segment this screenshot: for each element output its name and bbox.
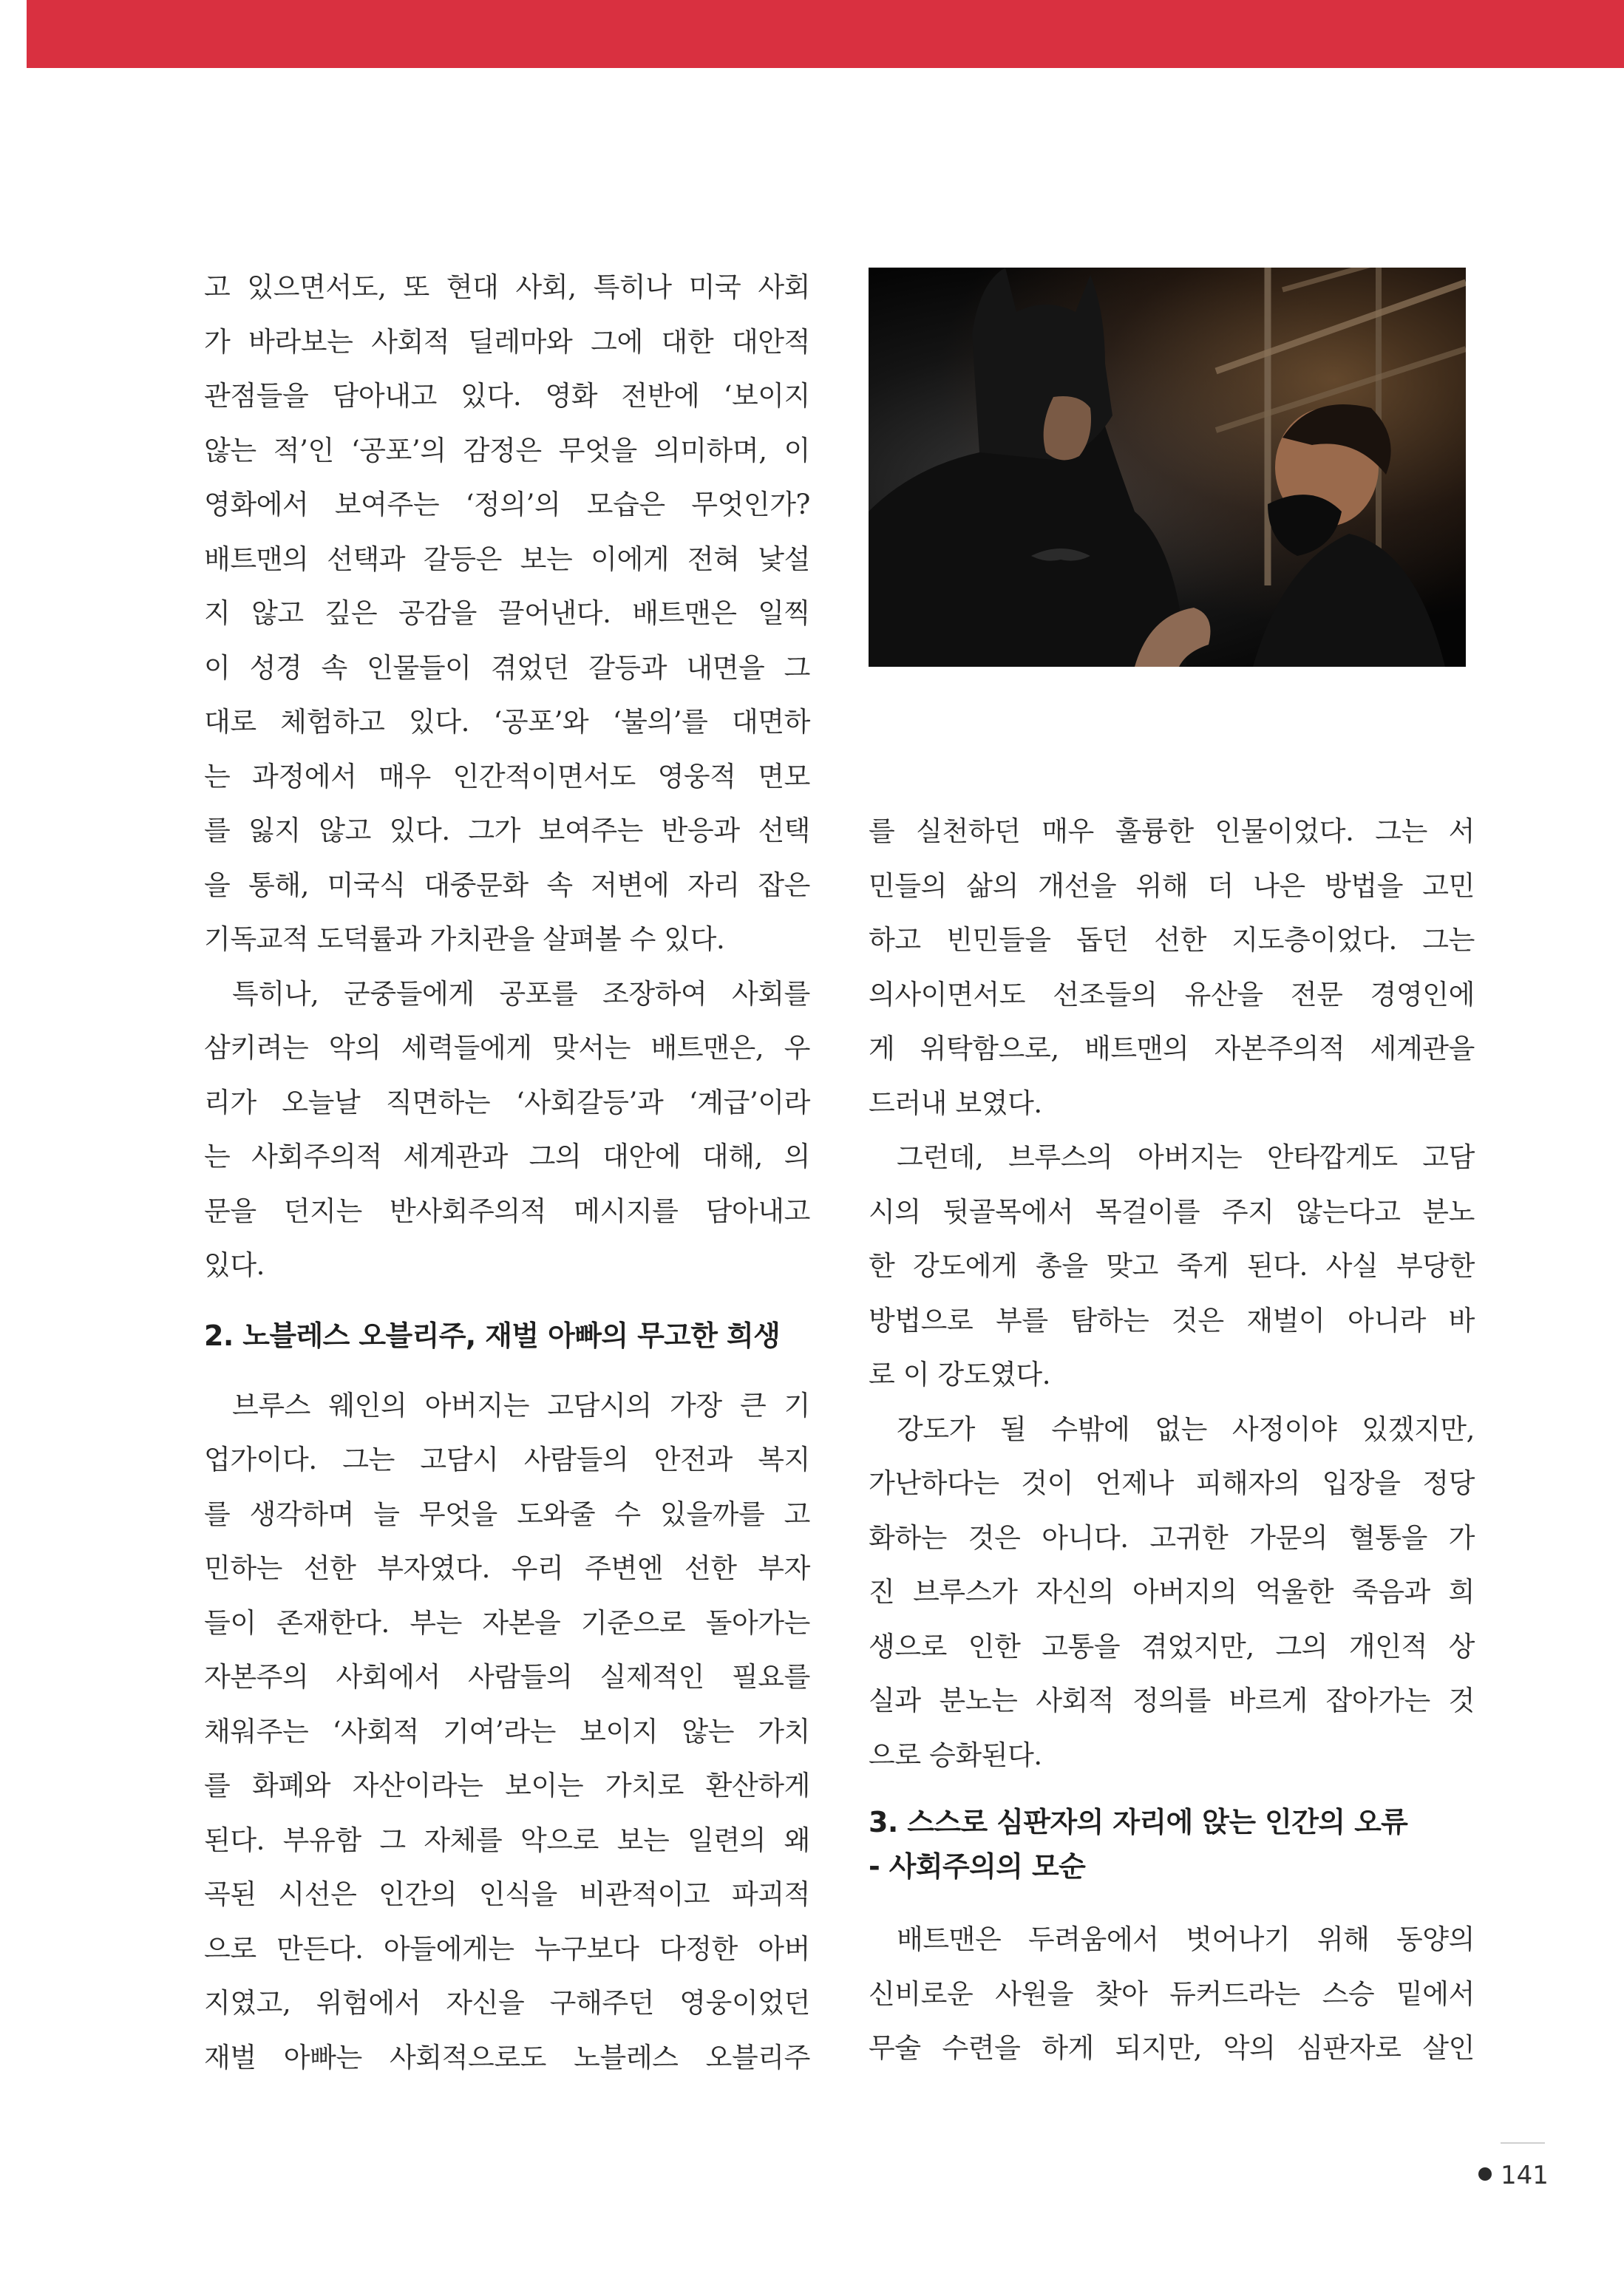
batman-film-still xyxy=(869,268,1466,667)
text-line: 않는 적’인 ‘공포’의 감정은 무엇을 의미하며, 이 xyxy=(204,434,810,466)
section-heading-3-line-1: 3. 스스로 심판자의 자리에 앉는 인간의 오류 xyxy=(869,1806,1408,1838)
text-line: 한 강도에게 총을 맞고 죽게 된다. 사실 부당한 xyxy=(869,1250,1475,1282)
text-line: 삼키려는 악의 세력들에게 맞서는 배트맨은, 우 xyxy=(204,1032,810,1064)
section-heading-3-line-2: - 사회주의의 모순 xyxy=(869,1850,1086,1883)
text-line: 관점들을 담아내고 있다. 영화 전반에 ‘보이지 xyxy=(204,380,810,412)
text-line: 로 이 강도였다. xyxy=(869,1359,1051,1390)
page-number-text: 141 xyxy=(1501,2161,1549,2190)
text-line: 된다. 부유함 그 자체를 악으로 보는 일련의 왜 xyxy=(204,1824,810,1856)
text-line: 강도가 될 수밖에 없는 사정이야 있겠지만, xyxy=(897,1413,1475,1445)
left-column xyxy=(204,260,810,2085)
text-line: 는 과정에서 매우 인간적이면서도 영웅적 면모 xyxy=(204,760,810,792)
text-line: 민들의 삶의 개선을 위해 더 나은 방법을 고민 xyxy=(869,869,1475,902)
bullet-dot-icon xyxy=(1478,2167,1492,2181)
right-column xyxy=(869,804,1475,2076)
text-line: 있다. xyxy=(204,1249,265,1281)
text-line: 브루스 웨인의 아버지는 고담시의 가장 큰 기 xyxy=(232,1389,810,1422)
right-paragraph-1 xyxy=(869,804,1475,1130)
text-line: 자본주의 사회에서 사람들의 실제적인 필요를 xyxy=(204,1661,810,1693)
text-line: 화하는 것은 아니다. 고귀한 가문의 혈통을 가 xyxy=(869,1521,1475,1554)
text-line: 를 잃지 않고 있다. 그가 보여주는 반응과 선택 xyxy=(204,815,810,846)
text-line: 시의 뒷골목에서 목걸이를 주지 않는다고 분노 xyxy=(869,1195,1475,1228)
text-line: 곡된 시선은 인간의 인식을 비관적이고 파괴적 xyxy=(204,1878,810,1910)
text-line: 무술 수련을 하게 되지만, 악의 심판자로 살인 xyxy=(869,2032,1475,2064)
right-paragraph-3 xyxy=(869,1402,1475,1783)
text-line: 가 바라보는 사회적 딜레마와 그에 대한 대안적 xyxy=(204,325,810,358)
text-line: 는 사회주의적 세계관과 그의 대안에 대해, 의 xyxy=(204,1141,810,1172)
text-line: 채워주는 ‘사회적 기여’라는 보이지 않는 가치 xyxy=(204,1715,810,1748)
text-line: 들이 존재한다. 부는 자본을 기준으로 돌아가는 xyxy=(204,1606,810,1639)
text-line: 진 브루스가 자신의 아버지의 억울한 죽음과 희 xyxy=(869,1576,1475,1608)
text-line: 가난하다는 것이 언제나 피해자의 입장을 정당 xyxy=(869,1467,1475,1499)
right-paragraph-4 xyxy=(869,1912,1475,2076)
text-line: 으로 승화된다. xyxy=(869,1739,1042,1771)
text-line: 업가이다. 그는 고담시 사람들의 안전과 복지 xyxy=(204,1444,810,1475)
text-line: 를 생각하며 늘 무엇을 도와줄 수 있을까를 고 xyxy=(204,1498,810,1530)
text-line: 기독교적 도덕률과 가치관을 살펴볼 수 있다. xyxy=(204,923,725,955)
text-line: 영화에서 보여주는 ‘정의’의 모습은 무엇인가? xyxy=(204,489,810,520)
text-line: 대로 체험하고 있다. ‘공포’와 ‘불의’를 대면하 xyxy=(204,706,810,738)
text-line: 리가 오늘날 직면하는 ‘사회갈등’과 ‘계급’이라 xyxy=(204,1086,810,1118)
text-line: 민하는 선한 부자였다. 우리 주변엔 선한 부자 xyxy=(204,1552,810,1584)
text-line: 특히나, 군중들에게 공포를 조장하여 사회를 xyxy=(232,977,810,1010)
page-number-rule xyxy=(1501,2142,1545,2144)
text-line: 배트맨의 선택과 갈등은 보는 이에게 전혀 낯설 xyxy=(204,543,810,575)
text-line: 배트맨은 두려움에서 벗어나기 위해 동양의 xyxy=(897,1923,1475,1955)
text-line: 드러내 보였다. xyxy=(869,1087,1042,1119)
text-line: 그런데, 브루스의 아버지는 안타깝게도 고담 xyxy=(897,1141,1475,1173)
text-line: 실과 분노는 사회적 정의를 바르게 잡아가는 것 xyxy=(869,1685,1475,1716)
text-line: 의사이면서도 선조들의 유산을 전문 경영인에 xyxy=(869,978,1475,1011)
text-line: 지였고, 위험에서 자신을 구해주던 영웅이었던 xyxy=(204,1987,810,2019)
text-line: 를 실천하던 매우 훌륭한 인물이었다. 그는 서 xyxy=(869,815,1475,847)
text-line: 생으로 인한 고통을 겪었지만, 그의 개인적 상 xyxy=(869,1630,1475,1662)
top-accent-bar xyxy=(27,0,1624,68)
section-heading-2: 2. 노블레스 오블리주, 재벌 아빠의 무고한 희생 xyxy=(204,1319,781,1352)
left-paragraph-3 xyxy=(204,1379,810,2085)
text-line: 를 화폐와 자산이라는 보이는 가치로 환산하게 xyxy=(204,1770,810,1801)
left-paragraph-1 xyxy=(204,260,810,967)
text-line: 을 통해, 미국식 대중문화 속 저변에 자리 잡은 xyxy=(204,869,810,901)
text-line: 하고 빈민들을 돕던 선한 지도층이었다. 그는 xyxy=(869,924,1475,956)
text-line: 으로 만든다. 아들에게는 누구보다 다정한 아버 xyxy=(204,1932,810,1965)
text-line: 게 위탁함으로, 배트맨의 자본주의적 세계관을 xyxy=(869,1033,1475,1064)
text-line: 지 않고 깊은 공감을 끌어낸다. 배트맨은 일찍 xyxy=(204,597,810,629)
text-line: 재벌 아빠는 사회적으로도 노블레스 오블리주 xyxy=(204,2041,810,2073)
text-line: 방법으로 부를 탐하는 것은 재벌이 아니라 바 xyxy=(869,1304,1475,1337)
left-paragraph-2 xyxy=(204,967,810,1293)
text-line: 이 성경 속 인물들이 겪었던 갈등과 내면을 그 xyxy=(204,651,810,684)
film-still-illustration xyxy=(869,268,1466,667)
page-number xyxy=(1478,2157,1552,2194)
text-line: 신비로운 사원을 찾아 듀커드라는 스승 밑에서 xyxy=(869,1977,1475,2010)
text-line: 고 있으면서도, 또 현대 사회, 특히나 미국 사회 xyxy=(204,271,810,303)
right-paragraph-2 xyxy=(869,1130,1475,1402)
text-line: 문을 던지는 반사회주의적 메시지를 담아내고 xyxy=(204,1195,810,1227)
